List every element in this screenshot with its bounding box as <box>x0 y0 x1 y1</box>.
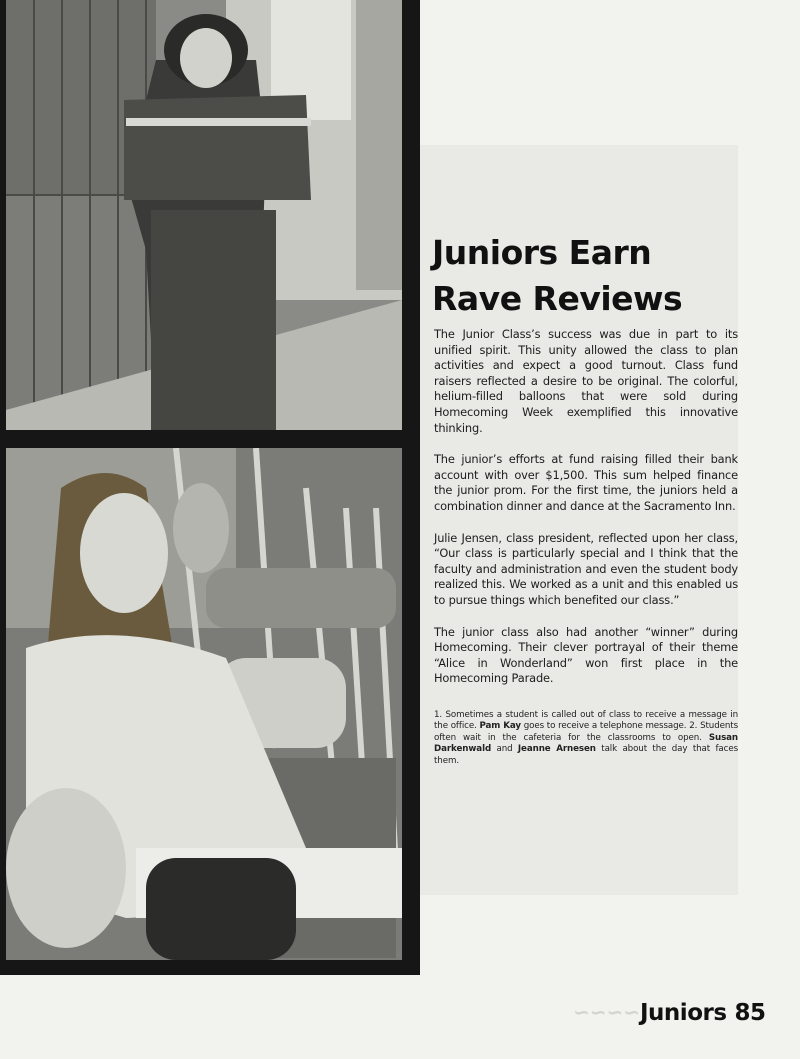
article-body <box>434 327 738 703</box>
folio-section: Juniors <box>640 1000 727 1026</box>
photo-students-cafeteria <box>6 448 402 960</box>
folio-page-number: 85 <box>734 1000 766 1026</box>
photo-caption <box>434 710 738 767</box>
headline-line-2: Rave Reviews <box>432 279 683 318</box>
cafeteria-photo-graphic <box>6 448 402 960</box>
caption-text: goes to receive a telephone message. 2. Students often wait in the cafeteria for the classrooms to open. <box>434 721 738 743</box>
article-paragraph: The Junior Class’s success was due in part to its unified spirit. This unity allowed the class to plan activities and expect a good turnout. Class fund raisers reflected a desire to be original. The colorful, helium-filled balloons that were sold during Homecoming Week exemplified this innovative thinking. <box>434 327 738 435</box>
caption-text: and <box>491 744 518 755</box>
show-through-text: ∼∼∼∼ <box>572 1000 640 1024</box>
article-paragraph: Julie Jensen, class president, reflected upon her class, “Our class is particularly special and I think that the faculty and administration and even the student body realized this. We worked as a unit and this enabled us to pursue things which benefited our class.” <box>434 530 738 607</box>
headline-line-1: Juniors Earn <box>432 233 652 272</box>
caption-name: Susan Darkenwald <box>434 732 738 755</box>
photo-student-walking-hallway <box>6 0 402 430</box>
caption-name: Jeanne Arnesen <box>517 744 596 755</box>
caption-name: Pam Kay <box>479 721 521 732</box>
article-paragraph: The junior’s efforts at fund raising filled their bank account with over $1,500. This sum helped finance the junior prom. For the first time, the juniors held a combination dinner and dance at the Sacramento Inn. <box>434 452 738 513</box>
caption-text: 1. Sometimes a student is called out of class to receive a message in the office. <box>434 710 738 732</box>
caption-text: talk about the day that faces them. <box>434 744 738 766</box>
article-paragraph: The junior class also had another “winner” during Homecoming. Their clever portrayal of their theme “Alice in Wonderland” won first place in the Homecoming Parade. <box>434 624 738 686</box>
page-folio <box>640 1000 800 1026</box>
page-headline <box>432 230 772 322</box>
hallway-photo-graphic <box>6 0 402 430</box>
photo-frame <box>0 0 420 975</box>
